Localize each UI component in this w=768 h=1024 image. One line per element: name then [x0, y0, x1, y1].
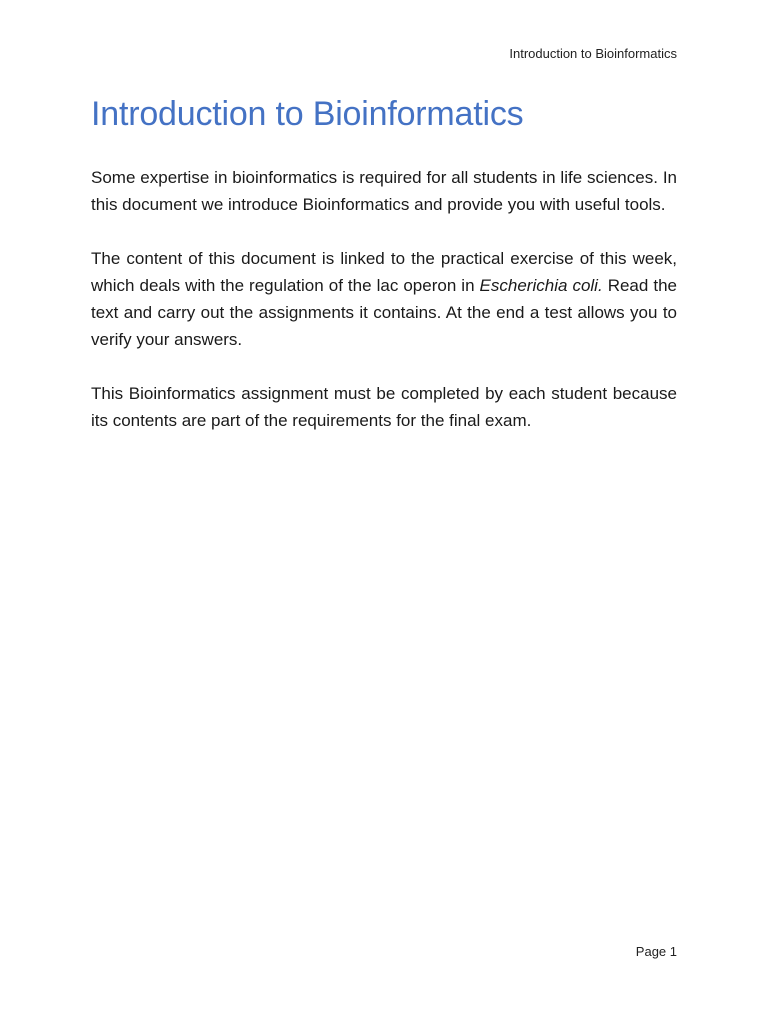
- paragraph-practical-text-start: The content of this document is linked to the practical exercise of this week, which deals with the regulation of the lac operon in: [91, 248, 677, 295]
- document-body: [91, 164, 677, 460]
- document-title: Introduction to Bioinformatics: [91, 95, 524, 133]
- paragraph-requirement: This Bioinformatics assignment must be completed by each student because its contents are part of the requirements for the final exam.: [91, 383, 677, 431]
- paragraph-intro: Some expertise in bioinformatics is required for all students in life sciences. In this document we introduce Bioinformatics and provide you with useful tools.: [91, 168, 677, 215]
- page-number: Page 1: [635, 944, 677, 959]
- species-name: Escherichia coli.: [479, 275, 603, 295]
- paragraph-practical-text-end: Read the text and carry out the assignments it contains. At the end a test allows you to verify your answers.: [91, 275, 677, 350]
- running-header: Introduction to Bioinformatics: [509, 46, 677, 61]
- paragraph-practical: [91, 245, 677, 354]
